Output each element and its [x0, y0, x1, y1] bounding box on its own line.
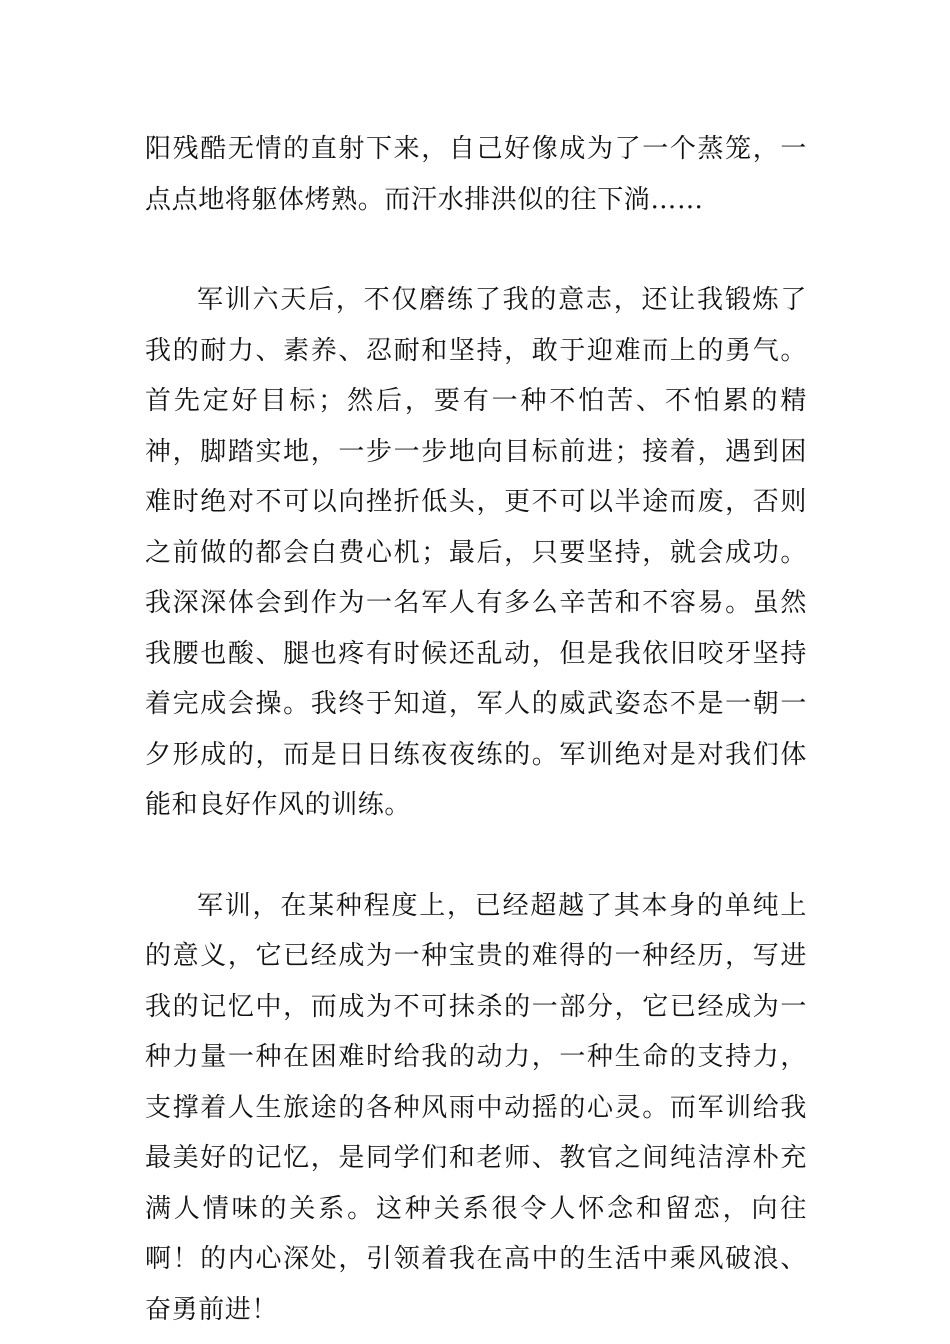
paragraph-continued: 阳残酷无情的直射下来，自己好像成为了一个蒸笼，一点点地将躯体烤熟。而汗水排洪似的往下淌……	[145, 134, 807, 215]
paragraph-training-meaning: 军训，在某种程度上，已经超越了其本身的单纯上的意义，它已经成为一种宝贵的难得的一种经历，写进我的记忆中，而成为不可抹杀的一部分，它已经成为一种力量一种在困难时给我的动力，一种生命的支持力，支撑着人生旅途的各种风雨中动摇的心灵。而军训给我最美好的记忆，是同学们和老师、教官之间纯洁淳朴充满人情味的关系。这种关系很令人怀念和留恋，向往啊！的内心深处，引领着我在高中的生活中乘风破浪、奋勇前进！	[145, 890, 807, 1325]
paragraph-spacer	[145, 225, 807, 275]
paragraph-spacer	[145, 831, 807, 881]
document-page	[145, 124, 807, 1335]
paragraph-training-reflection: 军训六天后，不仅磨练了我的意志，还让我锻炼了我的耐力、素养、忍耐和坚持，敢于迎难而上的勇气。首先定好目标；然后，要有一种不怕苦、不怕累的精神，脚踏实地，一步一步地向目标前进；接着，遇到困难时绝对不可以向挫折低头，更不可以半途而废，否则之前做的都会白费心机；最后，只要坚持，就会成功。我深深体会到作为一名军人有多么辛苦和不容易。虽然我腰也酸、腿也疼有时候还乱动，但是我依旧咬牙坚持着完成会操。我终于知道，军人的威武姿态不是一朝一夕形成的，而是日日练夜夜练的。军训绝对是对我们体能和良好作风的训练。	[145, 285, 807, 820]
